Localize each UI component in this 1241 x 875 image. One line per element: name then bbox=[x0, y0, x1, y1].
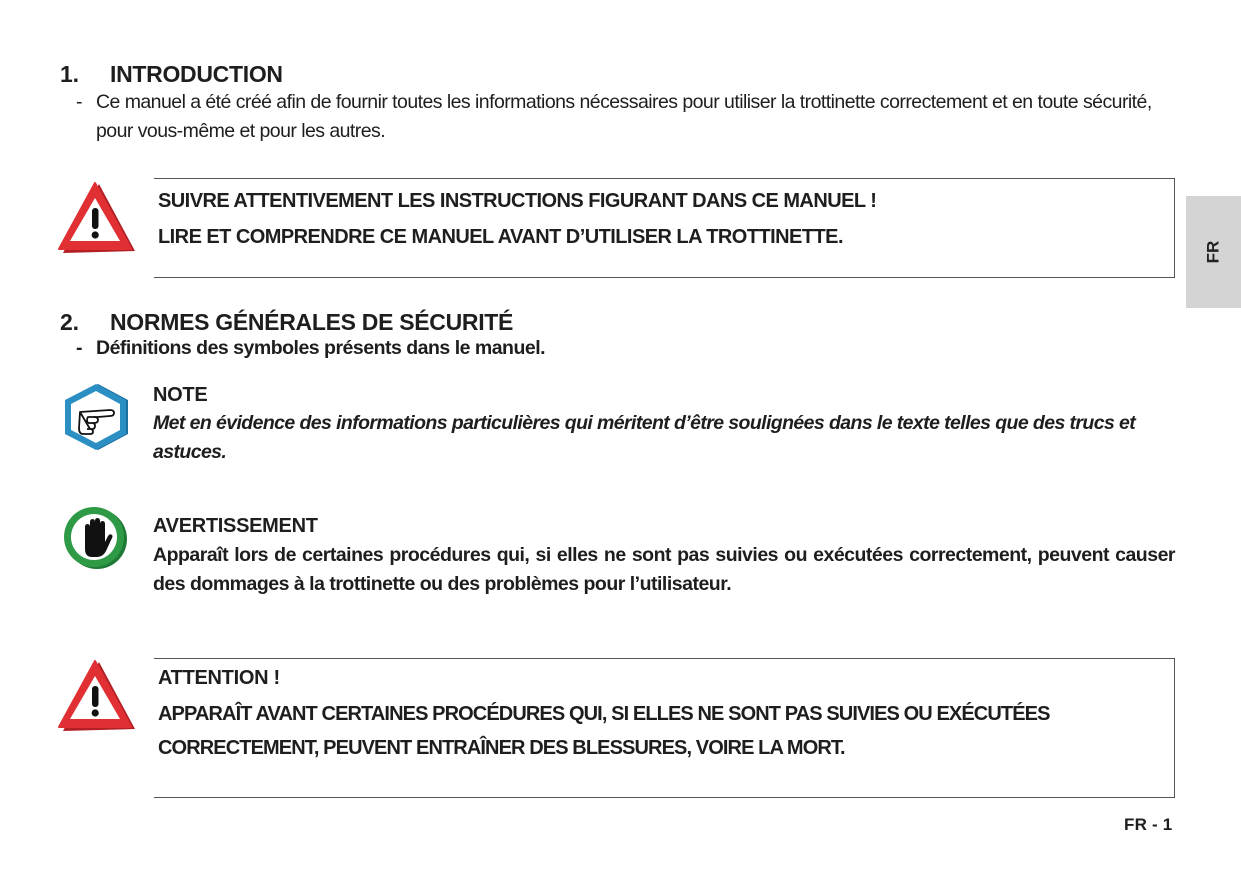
language-tab-label: FR bbox=[1203, 240, 1223, 264]
section-2-dash: - bbox=[76, 337, 83, 359]
avertissement-label: AVERTISSEMENT bbox=[153, 515, 318, 537]
warning-line-2: LIRE ET COMPRENDRE CE MANUEL AVANT D’UTILISER LA TROTTINETTE. bbox=[158, 226, 843, 248]
note-text: Met en évidence des informations particulières qui méritent d’être soulignées dans le texte telles que des trucs et astuces. bbox=[153, 412, 1136, 463]
section-2-number: 2. bbox=[60, 309, 79, 335]
section-1-number: 1. bbox=[60, 61, 79, 87]
pointing-hand-icon bbox=[64, 382, 130, 452]
section-2-title: NORMES GÉNÉRALES DE SÉCURITÉ bbox=[110, 309, 514, 335]
page-number: FR - 1 bbox=[1124, 815, 1173, 834]
warning-box bbox=[154, 178, 1175, 278]
section-1-dash: - bbox=[76, 91, 83, 113]
warning-triangle-icon bbox=[57, 659, 137, 735]
section-1-title: INTRODUCTION bbox=[110, 61, 283, 87]
language-tab bbox=[1186, 196, 1241, 308]
stop-hand-icon bbox=[62, 505, 128, 571]
section-1-text: Ce manuel a été créé afin de fournir toutes les informations nécessaires pour utiliser la trottinette correctement et en toute sécurité, pour vous-même et pour les autres. bbox=[96, 91, 1152, 142]
warning-line-1: SUIVRE ATTENTIVEMENT LES INSTRUCTIONS FIGURANT DANS CE MANUEL ! bbox=[158, 190, 877, 212]
attention-label: ATTENTION ! bbox=[158, 667, 280, 689]
note-label: NOTE bbox=[153, 384, 208, 406]
warning-triangle-icon bbox=[57, 181, 137, 257]
avertissement-text: Apparaît lors de certaines procédures qui, si elles ne sont pas suivies ou exécutées correctement, peuvent causer des dommages à la trottinette ou des problèmes pour l’utilisateur. bbox=[153, 544, 1175, 595]
attention-text: APPARAÎT AVANT CERTAINES PROCÉDURES QUI, SI ELLES NE SONT PAS SUIVIES OU EXÉCUTÉES CORRECTEMENT, PEUVENT ENTRAÎNER DES BLESSURES, VOIRE LA MORT. bbox=[158, 703, 1050, 759]
section-2-subtitle: Définitions des symboles présents dans le manuel. bbox=[96, 337, 546, 359]
attention-box bbox=[154, 658, 1175, 798]
